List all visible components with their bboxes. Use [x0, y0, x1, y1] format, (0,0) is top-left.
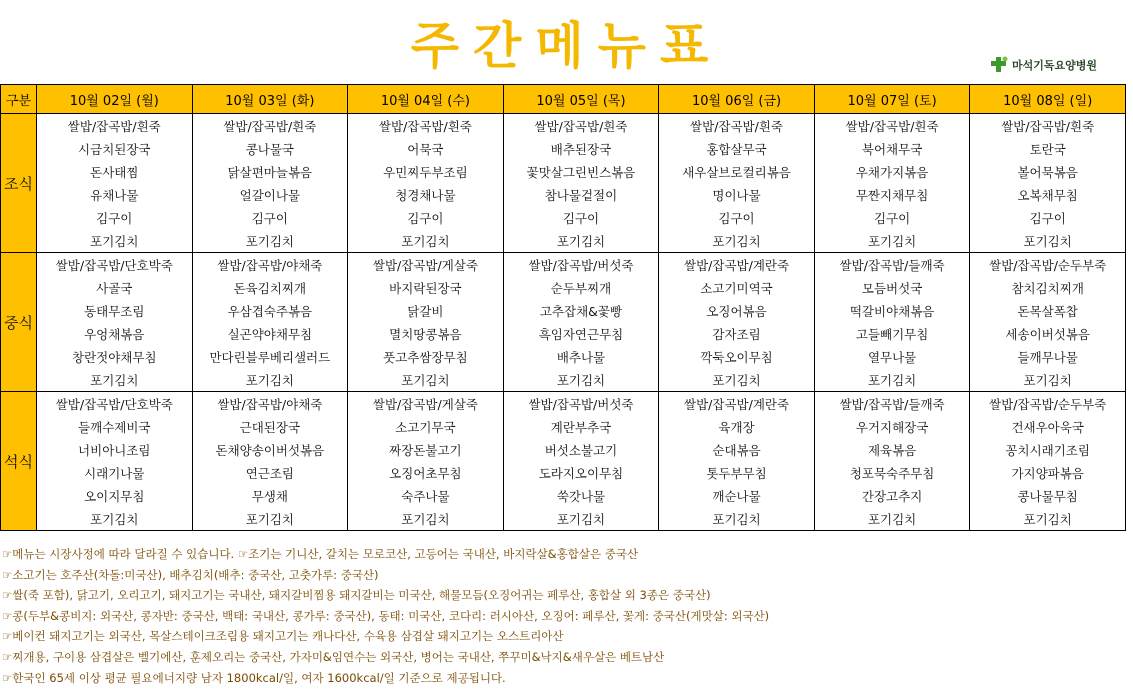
menu-item: 제육볶음	[814, 438, 970, 461]
menu-item: 포기김치	[503, 507, 659, 531]
category-header: 구분	[1, 85, 37, 114]
menu-item: 풋고추쌈장무침	[348, 345, 504, 368]
menu-item: 쌀밥/잡곡밥/야채죽	[192, 253, 348, 277]
table-row	[1, 253, 1126, 277]
menu-item: 쌀밥/잡곡밥/야채죽	[192, 392, 348, 416]
menu-item: 닭갈비	[348, 299, 504, 322]
menu-item: 소고기무국	[348, 415, 504, 438]
table-row	[1, 322, 1126, 345]
table-row	[1, 484, 1126, 507]
menu-item: 김구이	[970, 206, 1126, 229]
page-title: 주간메뉴표	[410, 17, 723, 75]
menu-item: 가지양파볶음	[970, 461, 1126, 484]
menu-item: 열무나물	[814, 345, 970, 368]
menu-item: 시금치된장국	[37, 137, 193, 160]
table-row	[1, 160, 1126, 183]
meal-label: 석식	[1, 392, 37, 531]
menu-item: 우삼겹숙주볶음	[192, 299, 348, 322]
menu-item: 쌀밥/잡곡밥/순두부죽	[970, 392, 1126, 416]
menu-item: 포기김치	[37, 507, 193, 531]
menu-item: 오징어초무침	[348, 461, 504, 484]
day-header: 10월 06일 (금)	[659, 85, 815, 114]
menu-item: 콩나물무침	[970, 484, 1126, 507]
meal-label: 중식	[1, 253, 37, 392]
menu-item: 볼어묵볶음	[970, 160, 1126, 183]
menu-item: 포기김치	[503, 229, 659, 253]
cross-icon	[988, 56, 1010, 74]
menu-item: 동태무조림	[37, 299, 193, 322]
menu-item: 얼갈이나물	[192, 183, 348, 206]
menu-item: 포기김치	[348, 507, 504, 531]
menu-item: 김구이	[192, 206, 348, 229]
menu-item: 너비아니조림	[37, 438, 193, 461]
table-row	[1, 461, 1126, 484]
day-header: 10월 04일 (수)	[348, 85, 504, 114]
menu-item: 만다린블루베리샐러드	[192, 345, 348, 368]
menu-item: 무생채	[192, 484, 348, 507]
menu-item: 포기김치	[970, 368, 1126, 392]
menu-item: 포기김치	[814, 229, 970, 253]
menu-item: 고들빼기무침	[814, 322, 970, 345]
menu-item: 흑임자연근무침	[503, 322, 659, 345]
menu-item: 포기김치	[192, 507, 348, 531]
menu-item: 소고기미역국	[659, 276, 815, 299]
menu-item: 오징어볶음	[659, 299, 815, 322]
menu-item: 톳두부무침	[659, 461, 815, 484]
menu-item: 참치김치찌개	[970, 276, 1126, 299]
menu-item: 돈목살폭찹	[970, 299, 1126, 322]
menu-item: 포기김치	[659, 507, 815, 531]
menu-item: 쌀밥/잡곡밥/들깨죽	[814, 392, 970, 416]
menu-item: 포기김치	[192, 229, 348, 253]
menu-item: 쌀밥/잡곡밥/계란죽	[659, 392, 815, 416]
menu-item: 참나물겉절이	[503, 183, 659, 206]
menu-item: 명이나물	[659, 183, 815, 206]
menu-item: 포기김치	[503, 368, 659, 392]
note-line: ☞한국인 65세 이상 평균 필요에너지량 남자 1800kcal/일, 여자 1600kcal/일 기준으로 제공됩니다.	[2, 670, 506, 685]
menu-item: 포기김치	[970, 507, 1126, 531]
menu-item: 쌀밥/잡곡밥/단호박죽	[37, 253, 193, 277]
menu-item: 돈채양송이버섯볶음	[192, 438, 348, 461]
menu-item: 닭살편마늘볶음	[192, 160, 348, 183]
menu-item: 오복채무침	[970, 183, 1126, 206]
table-row	[1, 183, 1126, 206]
menu-item: 쑥갓나물	[503, 484, 659, 507]
menu-item: 깨순나물	[659, 484, 815, 507]
menu-item: 쌀밥/잡곡밥/게살죽	[348, 253, 504, 277]
menu-item: 쌀밥/잡곡밥/단호박죽	[37, 392, 193, 416]
menu-item: 포기김치	[37, 229, 193, 253]
menu-item: 꽁치시래기조림	[970, 438, 1126, 461]
menu-item: 쌀밥/잡곡밥/흰죽	[814, 114, 970, 138]
menu-item: 홍합살무국	[659, 137, 815, 160]
menu-item: 떡갈비야채볶음	[814, 299, 970, 322]
menu-item: 청포묵숙주무침	[814, 461, 970, 484]
menu-item: 들깨수제비국	[37, 415, 193, 438]
menu-item: 모듬버섯국	[814, 276, 970, 299]
menu-item: 깍둑오이무침	[659, 345, 815, 368]
notes-section	[2, 544, 769, 688]
menu-item: 포기김치	[348, 368, 504, 392]
note-line: ☞콩(두부&콩비지: 외국산, 콩자반: 중국산, 백태: 국내산, 콩가루: 중국산), 동태: 미국산, 코다리: 러시아산, 오징어: 페루산, 꽃게: 중국산(게맛살: 외국산)	[2, 608, 770, 623]
menu-item: 버섯소불고기	[503, 438, 659, 461]
menu-item: 포기김치	[814, 507, 970, 531]
menu-item: 오이지무침	[37, 484, 193, 507]
menu-item: 토란국	[970, 137, 1126, 160]
menu-item: 포기김치	[659, 368, 815, 392]
menu-item: 쌀밥/잡곡밥/버섯죽	[503, 392, 659, 416]
menu-item: 돈사태찜	[37, 160, 193, 183]
menu-item: 유채나물	[37, 183, 193, 206]
menu-item: 근대된장국	[192, 415, 348, 438]
menu-item: 바지락된장국	[348, 276, 504, 299]
day-header: 10월 03일 (화)	[192, 85, 348, 114]
menu-item: 순두부찌개	[503, 276, 659, 299]
menu-item: 쌀밥/잡곡밥/버섯죽	[503, 253, 659, 277]
table-row	[1, 368, 1126, 392]
table-row	[1, 299, 1126, 322]
day-header: 10월 07일 (토)	[814, 85, 970, 114]
menu-item: 배추된장국	[503, 137, 659, 160]
table-row	[1, 276, 1126, 299]
menu-item: 건새우아욱국	[970, 415, 1126, 438]
menu-item: 창란젓야채무침	[37, 345, 193, 368]
day-header: 10월 02일 (월)	[37, 85, 193, 114]
menu-item: 간장고추지	[814, 484, 970, 507]
menu-item: 우엉채볶음	[37, 322, 193, 345]
menu-item: 김구이	[814, 206, 970, 229]
menu-item: 쌀밥/잡곡밥/계란죽	[659, 253, 815, 277]
menu-item: 쌀밥/잡곡밥/흰죽	[503, 114, 659, 138]
menu-item: 실곤약야채무침	[192, 322, 348, 345]
note-line: ☞소고기는 호주산(차돌:미국산), 배추김치(배추: 중국산, 고춧가루: 중국산)	[2, 567, 379, 582]
menu-item: 숙주나물	[348, 484, 504, 507]
menu-item: 우채가지볶음	[814, 160, 970, 183]
table-row	[1, 114, 1126, 138]
menu-item: 포기김치	[970, 229, 1126, 253]
table-row	[1, 392, 1126, 416]
menu-item: 김구이	[348, 206, 504, 229]
note-line: ☞메뉴는 시장사정에 따라 달라질 수 있습니다. ☞조기는 기니산, 갈치는 모로코산, 고등어는 국내산, 바지락살&홍합살은 중국산	[2, 547, 639, 561]
menu-item: 계란부추국	[503, 415, 659, 438]
menu-item: 세송이버섯볶음	[970, 322, 1126, 345]
menu-item: 포기김치	[192, 368, 348, 392]
menu-item: 감자조림	[659, 322, 815, 345]
menu-item: 쌀밥/잡곡밥/흰죽	[192, 114, 348, 138]
menu-item: 김구이	[37, 206, 193, 229]
menu-item: 무짠지채무침	[814, 183, 970, 206]
menu-item: 김구이	[503, 206, 659, 229]
menu-item: 도라지오이무침	[503, 461, 659, 484]
logo-text: 마석기독요양병원	[1011, 59, 1097, 72]
menu-item: 고추잡채&꽃빵	[503, 299, 659, 322]
menu-item: 육개장	[659, 415, 815, 438]
menu-item: 우거지해장국	[814, 415, 970, 438]
menu-item: 배추나물	[503, 345, 659, 368]
menu-item: 멸치땅콩볶음	[348, 322, 504, 345]
menu-item: 포기김치	[659, 229, 815, 253]
menu-item: 포기김치	[814, 368, 970, 392]
menu-item: 쌀밥/잡곡밥/게살죽	[348, 392, 504, 416]
table-row	[1, 507, 1126, 531]
day-header: 10월 05일 (목)	[503, 85, 659, 114]
menu-item: 포기김치	[348, 229, 504, 253]
note-line: ☞쌀(죽 포함), 닭고기, 오리고기, 돼지고기는 국내산, 돼지갈비찜용 돼지갈비는 미국산, 해물모듬(오징어귀는 페루산, 홍합살 외 3종은 중국산)	[2, 588, 711, 603]
menu-item: 어묵국	[348, 137, 504, 160]
menu-item: 우민찌두부조림	[348, 160, 504, 183]
hospital-logo	[988, 56, 1097, 74]
weekly-menu-table	[0, 84, 1126, 531]
menu-item: 꽃맛살그린빈스볶음	[503, 160, 659, 183]
meal-label: 조식	[1, 114, 37, 253]
table-row	[1, 345, 1126, 368]
menu-item: 짜장돈불고기	[348, 438, 504, 461]
menu-item: 쌀밥/잡곡밥/흰죽	[348, 114, 504, 138]
menu-item: 시래기나물	[37, 461, 193, 484]
menu-item: 쌀밥/잡곡밥/흰죽	[37, 114, 193, 138]
menu-item: 쌀밥/잡곡밥/흰죽	[970, 114, 1126, 138]
menu-item: 쌀밥/잡곡밥/들깨죽	[814, 253, 970, 277]
menu-item: 순대볶음	[659, 438, 815, 461]
menu-item: 쌀밥/잡곡밥/순두부죽	[970, 253, 1126, 277]
note-line: ☞찌개용, 구이용 삼겹살은 벨기에산, 훈제오리는 중국산, 가자미&임연수는 외국산, 병어는 국내산, 쭈꾸미&낙지&새우살은 베트남산	[2, 649, 665, 664]
menu-item: 새우살브로컬리볶음	[659, 160, 815, 183]
menu-item: 연근조림	[192, 461, 348, 484]
note-line: ☞베이컨 돼지고기는 외국산, 목살스테이크조림용 돼지고기는 캐나다산, 수육용 삼겹살 돼지고기는 오스트리아산	[2, 629, 564, 644]
menu-item: 청경채나물	[348, 183, 504, 206]
menu-item: 돈육김치찌개	[192, 276, 348, 299]
table-row	[1, 206, 1126, 229]
header-row	[1, 85, 1126, 114]
menu-item: 사골국	[37, 276, 193, 299]
menu-item: 쌀밥/잡곡밥/흰죽	[659, 114, 815, 138]
menu-item: 북어채무국	[814, 137, 970, 160]
menu-item: 김구이	[659, 206, 815, 229]
page-header	[0, 0, 1133, 84]
table-row	[1, 229, 1126, 253]
table-row	[1, 137, 1126, 160]
menu-item: 들깨무나물	[970, 345, 1126, 368]
table-row	[1, 415, 1126, 438]
day-header: 10월 08일 (일)	[970, 85, 1126, 114]
menu-item: 포기김치	[37, 368, 193, 392]
menu-item: 콩나물국	[192, 137, 348, 160]
table-row	[1, 438, 1126, 461]
